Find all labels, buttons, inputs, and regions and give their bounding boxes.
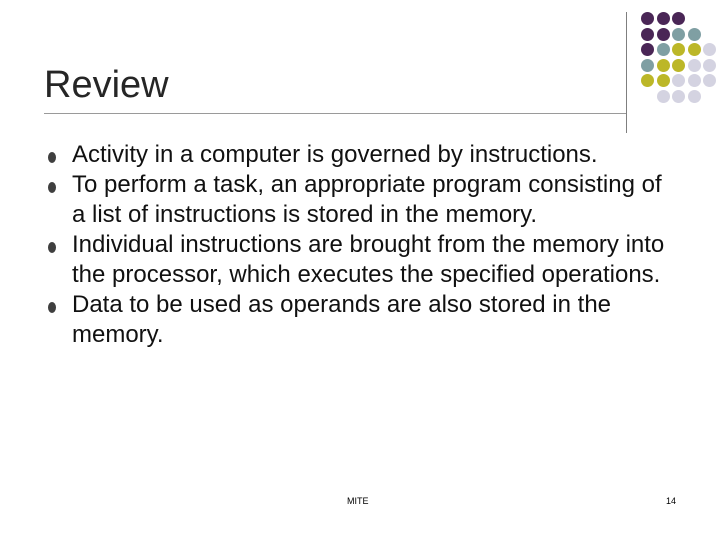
bullet-text: Data to be used as operands are also stored in the memory. bbox=[72, 291, 612, 348]
decorative-dot bbox=[657, 43, 670, 56]
bullet-dot-icon bbox=[48, 242, 56, 253]
decorative-dot bbox=[657, 74, 670, 87]
bullet-text: To perform a task, an appropriate program consisting of a list of instructions is stored in the memory. bbox=[72, 171, 662, 228]
decorative-dot bbox=[657, 28, 670, 41]
decorative-dot bbox=[703, 43, 716, 56]
decorative-dot bbox=[641, 12, 654, 25]
decorative-dot bbox=[703, 74, 716, 87]
decorative-dot bbox=[657, 59, 670, 72]
decorative-dot bbox=[672, 59, 685, 72]
bullet-item bbox=[48, 140, 668, 170]
decorative-dot bbox=[703, 59, 716, 72]
decorative-dot bbox=[641, 59, 654, 72]
vertical-divider bbox=[626, 12, 627, 133]
page-number: 14 bbox=[666, 496, 677, 506]
decorative-dot bbox=[688, 90, 701, 103]
bullet-dot-icon bbox=[48, 302, 56, 313]
decorative-dot bbox=[688, 28, 701, 41]
decorative-dot bbox=[688, 59, 701, 72]
decorative-dot bbox=[641, 43, 654, 56]
decorative-dot bbox=[688, 43, 701, 56]
slide-title: Review bbox=[44, 64, 169, 106]
decorative-dot bbox=[672, 28, 685, 41]
bullet-text: Individual instructions are brought from the memory into the processor, which executes the specified operations. bbox=[72, 231, 665, 288]
bullet-item bbox=[48, 230, 668, 290]
decorative-dot bbox=[672, 90, 685, 103]
title-underline bbox=[44, 113, 626, 114]
decorative-dot bbox=[657, 12, 670, 25]
decorative-dot bbox=[641, 74, 654, 87]
bullet-list bbox=[48, 140, 668, 350]
decorative-dot bbox=[657, 90, 670, 103]
decorative-dot bbox=[672, 12, 685, 25]
bullet-item bbox=[48, 290, 668, 350]
bullet-item bbox=[48, 170, 668, 230]
decorative-dot bbox=[688, 74, 701, 87]
bullet-dot-icon bbox=[48, 152, 56, 163]
bullet-text: Activity in a computer is governed by instructions. bbox=[72, 141, 598, 168]
decorative-dot bbox=[672, 43, 685, 56]
decorative-dot bbox=[672, 74, 685, 87]
bullet-dot-icon bbox=[48, 182, 56, 193]
footer-text: MITE bbox=[347, 496, 369, 506]
decorative-dot bbox=[641, 28, 654, 41]
